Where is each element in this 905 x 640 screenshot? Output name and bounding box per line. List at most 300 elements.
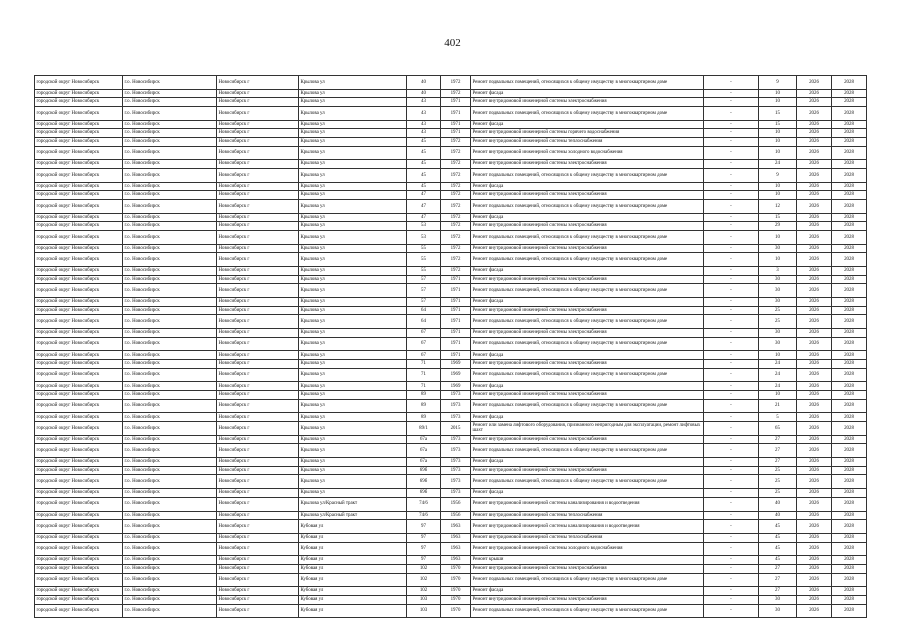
house-number-cell: 71 <box>407 368 441 382</box>
build-year-cell: 1970 <box>441 573 471 587</box>
municipality-cell: городской округ Новосибирск <box>35 146 123 160</box>
table-row <box>35 466 867 475</box>
start-year-cell: 2026 <box>797 587 832 596</box>
municipality-cell: городской округ Новосибирск <box>35 458 123 467</box>
start-year-cell: 2026 <box>797 213 832 222</box>
volume-cell: 40 <box>759 497 797 511</box>
end-year-cell: 2028 <box>832 275 867 284</box>
municipality-cell: городской округ Новосибирск <box>35 573 123 587</box>
city-cell: Новосибирск г <box>217 146 299 160</box>
urban-district-cell: г.о. Новосибирск <box>123 337 217 351</box>
build-year-cell: 1973 <box>441 489 471 498</box>
municipality-cell: городской округ Новосибирск <box>35 253 123 267</box>
start-year-cell: 2026 <box>797 137 832 146</box>
city-cell: Новосибирск г <box>217 191 299 200</box>
city-cell: Новосибирск г <box>217 89 299 98</box>
house-number-cell: 89/1 <box>407 422 441 436</box>
build-year-cell: 1971 <box>441 106 471 120</box>
municipality-cell: городской округ Новосибирск <box>35 244 123 253</box>
volume-cell: 25 <box>759 489 797 498</box>
city-cell: Новосибирск г <box>217 444 299 458</box>
volume-cell: 10 <box>759 129 797 138</box>
house-number-cell: 89 <box>407 391 441 400</box>
municipality-cell: городской округ Новосибирск <box>35 306 123 315</box>
start-year-cell: 2026 <box>797 413 832 422</box>
work-type-cell: Ремонт подвальных помещений, относящихся к общему имуществу в многоквартирном доме <box>471 315 704 329</box>
house-number-cell: 53 <box>407 222 441 231</box>
build-year-cell: 1971 <box>441 337 471 351</box>
cost-cell: - <box>704 573 759 587</box>
urban-district-cell: г.о. Новосибирск <box>123 306 217 315</box>
work-type-cell: Ремонт внутридомовой инженерной системы теплоснабжения <box>471 137 704 146</box>
urban-district-cell: г.о. Новосибирск <box>123 542 217 556</box>
table-row <box>35 137 867 146</box>
build-year-cell: 1971 <box>441 315 471 329</box>
table-row <box>35 604 867 618</box>
cost-cell: - <box>704 391 759 400</box>
municipality-cell: городской округ Новосибирск <box>35 129 123 138</box>
municipality-cell: городской округ Новосибирск <box>35 422 123 436</box>
work-type-cell: Ремонт внутридомовой инженерной системы электроснабжения <box>471 329 704 338</box>
urban-district-cell: г.о. Новосибирск <box>123 520 217 534</box>
urban-district-cell: г.о. Новосибирск <box>123 466 217 475</box>
volume-cell: 10 <box>759 391 797 400</box>
volume-cell: 5 <box>759 413 797 422</box>
cost-cell: - <box>704 604 759 618</box>
work-type-cell: Ремонт подвальных помещений, относящихся к общему имуществу в многоквартирном доме <box>471 76 704 90</box>
street-cell: Крылова ул <box>299 137 407 146</box>
end-year-cell: 2028 <box>832 89 867 98</box>
work-type-cell: Ремонт внутридомовой инженерной системы электроснабжения <box>471 435 704 444</box>
street-cell: Крылова ул <box>299 444 407 458</box>
table-row <box>35 587 867 596</box>
house-number-cell: 74/6 <box>407 497 441 511</box>
municipality-cell: городской округ Новосибирск <box>35 413 123 422</box>
work-type-cell: Ремонт фасада <box>471 489 704 498</box>
city-cell: Новосибирск г <box>217 475 299 489</box>
cost-cell: - <box>704 76 759 90</box>
street-cell: Крылова ул <box>299 466 407 475</box>
volume-cell: 27 <box>759 573 797 587</box>
build-year-cell: 1970 <box>441 564 471 573</box>
urban-district-cell: г.о. Новосибирск <box>123 76 217 90</box>
house-number-cell: 74/6 <box>407 511 441 520</box>
work-type-cell: Ремонт внутридомовой инженерной системы электроснабжения <box>471 275 704 284</box>
city-cell: Новосибирск г <box>217 466 299 475</box>
work-type-cell: Ремонт фасада <box>471 351 704 360</box>
street-cell: Крылова ул <box>299 244 407 253</box>
house-number-cell: 40 <box>407 89 441 98</box>
work-type-cell: Ремонт внутридомовой инженерной системы электроснабжения <box>471 98 704 107</box>
urban-district-cell: г.о. Новосибирск <box>123 275 217 284</box>
city-cell: Новосибирск г <box>217 435 299 444</box>
urban-district-cell: г.о. Новосибирск <box>123 160 217 169</box>
cost-cell: - <box>704 120 759 129</box>
urban-district-cell: г.о. Новосибирск <box>123 146 217 160</box>
house-number-cell: 55 <box>407 267 441 276</box>
cost-cell: - <box>704 230 759 244</box>
cost-cell: - <box>704 399 759 413</box>
cost-cell: - <box>704 168 759 182</box>
build-year-cell: 1970 <box>441 595 471 604</box>
work-type-cell: Ремонт подвальных помещений, относящихся к общему имуществу в многоквартирном доме <box>471 168 704 182</box>
street-cell: Кубовая ул <box>299 542 407 556</box>
start-year-cell: 2026 <box>797 368 832 382</box>
start-year-cell: 2026 <box>797 182 832 191</box>
municipality-cell: городской округ Новосибирск <box>35 106 123 120</box>
table-row <box>35 533 867 542</box>
end-year-cell: 2028 <box>832 444 867 458</box>
volume-cell: 40 <box>759 511 797 520</box>
end-year-cell: 2028 <box>832 98 867 107</box>
house-number-cell: 55 <box>407 244 441 253</box>
street-cell: Крылова ул <box>299 199 407 213</box>
cost-cell: - <box>704 137 759 146</box>
end-year-cell: 2028 <box>832 399 867 413</box>
volume-cell: 12 <box>759 199 797 213</box>
municipality-cell: городской округ Новосибирск <box>35 267 123 276</box>
municipality-cell: городской округ Новосибирск <box>35 564 123 573</box>
street-cell: Кубовая ул <box>299 587 407 596</box>
table-row <box>35 564 867 573</box>
table-row <box>35 511 867 520</box>
volume-cell: 25 <box>759 466 797 475</box>
work-type-cell: Ремонт внутридомовой инженерной системы электроснабжения <box>471 360 704 369</box>
municipality-cell: городской округ Новосибирск <box>35 182 123 191</box>
work-type-cell: Ремонт фасада <box>471 120 704 129</box>
end-year-cell: 2028 <box>832 120 867 129</box>
urban-district-cell: г.о. Новосибирск <box>123 98 217 107</box>
work-type-cell: Ремонт крыши <box>471 556 704 565</box>
end-year-cell: 2028 <box>832 106 867 120</box>
table-row <box>35 542 867 556</box>
start-year-cell: 2026 <box>797 351 832 360</box>
house-number-cell: 47 <box>407 191 441 200</box>
volume-cell: 45 <box>759 556 797 565</box>
urban-district-cell: г.о. Новосибирск <box>123 360 217 369</box>
start-year-cell: 2026 <box>797 337 832 351</box>
end-year-cell: 2028 <box>832 489 867 498</box>
municipality-cell: городской округ Новосибирск <box>35 329 123 338</box>
work-type-cell: Ремонт фасада <box>471 213 704 222</box>
start-year-cell: 2026 <box>797 222 832 231</box>
street-cell: Кубовая ул <box>299 564 407 573</box>
table-row <box>35 160 867 169</box>
table-row <box>35 315 867 329</box>
volume-cell: 30 <box>759 244 797 253</box>
urban-district-cell: г.о. Новосибирск <box>123 230 217 244</box>
table-row <box>35 413 867 422</box>
end-year-cell: 2028 <box>832 422 867 436</box>
cost-cell: - <box>704 213 759 222</box>
end-year-cell: 2028 <box>832 337 867 351</box>
table-row <box>35 351 867 360</box>
house-number-cell: 40 <box>407 76 441 90</box>
volume-cell: 27 <box>759 444 797 458</box>
build-year-cell: 1972 <box>441 137 471 146</box>
volume-cell: 25 <box>759 306 797 315</box>
start-year-cell: 2026 <box>797 129 832 138</box>
municipality-cell: городской округ Новосибирск <box>35 120 123 129</box>
end-year-cell: 2028 <box>832 604 867 618</box>
municipality-cell: городской округ Новосибирск <box>35 137 123 146</box>
build-year-cell: 2015 <box>441 422 471 436</box>
start-year-cell: 2026 <box>797 604 832 618</box>
urban-district-cell: г.о. Новосибирск <box>123 89 217 98</box>
build-year-cell: 1972 <box>441 253 471 267</box>
volume-cell: 29 <box>759 222 797 231</box>
cost-cell: - <box>704 315 759 329</box>
urban-district-cell: г.о. Новосибирск <box>123 413 217 422</box>
urban-district-cell: г.о. Новосибирск <box>123 129 217 138</box>
table-row <box>35 595 867 604</box>
work-type-cell: Ремонт внутридомовой инженерной системы канализирования и водоотведения <box>471 497 704 511</box>
street-cell: Крылова ул <box>299 399 407 413</box>
volume-cell: 24 <box>759 382 797 391</box>
start-year-cell: 2026 <box>797 267 832 276</box>
city-cell: Новосибирск г <box>217 564 299 573</box>
start-year-cell: 2026 <box>797 422 832 436</box>
cost-cell: - <box>704 275 759 284</box>
end-year-cell: 2028 <box>832 542 867 556</box>
city-cell: Новосибирск г <box>217 542 299 556</box>
street-cell: Крылова ул <box>299 230 407 244</box>
volume-cell: 27 <box>759 587 797 596</box>
volume-cell: 30 <box>759 595 797 604</box>
cost-cell: - <box>704 360 759 369</box>
urban-district-cell: г.о. Новосибирск <box>123 475 217 489</box>
municipality-cell: городской округ Новосибирск <box>35 382 123 391</box>
table-row <box>35 106 867 120</box>
cost-cell: - <box>704 458 759 467</box>
house-number-cell: 57 <box>407 284 441 298</box>
street-cell: Крылова ул <box>299 315 407 329</box>
table-row <box>35 120 867 129</box>
city-cell: Новосибирск г <box>217 120 299 129</box>
house-number-cell: 102 <box>407 573 441 587</box>
municipality-cell: городской округ Новосибирск <box>35 542 123 556</box>
end-year-cell: 2028 <box>832 458 867 467</box>
municipality-cell: городской округ Новосибирск <box>35 444 123 458</box>
street-cell: Крылова ул <box>299 391 407 400</box>
city-cell: Новосибирск г <box>217 129 299 138</box>
work-type-cell: Ремонт подвальных помещений, относящихся к общему имуществу в многоквартирном доме <box>471 399 704 413</box>
start-year-cell: 2026 <box>797 360 832 369</box>
volume-cell: 30 <box>759 337 797 351</box>
house-number-cell: 45 <box>407 160 441 169</box>
volume-cell: 10 <box>759 89 797 98</box>
start-year-cell: 2026 <box>797 199 832 213</box>
end-year-cell: 2028 <box>832 137 867 146</box>
volume-cell: 30 <box>759 275 797 284</box>
street-cell: Кубовая ул <box>299 573 407 587</box>
municipality-cell: городской округ Новосибирск <box>35 556 123 565</box>
start-year-cell: 2026 <box>797 556 832 565</box>
start-year-cell: 2026 <box>797 191 832 200</box>
volume-cell: 24 <box>759 160 797 169</box>
start-year-cell: 2026 <box>797 315 832 329</box>
work-type-cell: Ремонт фасада <box>471 182 704 191</box>
table-row <box>35 253 867 267</box>
volume-cell: 10 <box>759 253 797 267</box>
table-row <box>35 435 867 444</box>
build-year-cell: 1972 <box>441 199 471 213</box>
city-cell: Новосибирск г <box>217 587 299 596</box>
street-cell: Крылова ул <box>299 382 407 391</box>
table-row <box>35 230 867 244</box>
build-year-cell: 1971 <box>441 120 471 129</box>
end-year-cell: 2028 <box>832 199 867 213</box>
work-type-cell: Ремонт внутридомовой инженерной системы электроснабжения <box>471 244 704 253</box>
urban-district-cell: г.о. Новосибирск <box>123 137 217 146</box>
table-row <box>35 89 867 98</box>
build-year-cell: 1970 <box>441 587 471 596</box>
municipality-cell: городской округ Новосибирск <box>35 360 123 369</box>
city-cell: Новосибирск г <box>217 160 299 169</box>
end-year-cell: 2028 <box>832 160 867 169</box>
house-number-cell: 45 <box>407 146 441 160</box>
volume-cell: 10 <box>759 146 797 160</box>
start-year-cell: 2026 <box>797 244 832 253</box>
house-number-cell: 45 <box>407 137 441 146</box>
end-year-cell: 2028 <box>832 520 867 534</box>
municipality-cell: городской округ Новосибирск <box>35 533 123 542</box>
urban-district-cell: г.о. Новосибирск <box>123 315 217 329</box>
build-year-cell: 1972 <box>441 191 471 200</box>
street-cell: Крылова ул <box>299 284 407 298</box>
cost-cell: - <box>704 160 759 169</box>
cost-cell: - <box>704 564 759 573</box>
volume-cell: 27 <box>759 564 797 573</box>
cost-cell: - <box>704 587 759 596</box>
end-year-cell: 2028 <box>832 298 867 307</box>
table-row <box>35 213 867 222</box>
municipality-cell: городской округ Новосибирск <box>35 98 123 107</box>
urban-district-cell: г.о. Новосибирск <box>123 213 217 222</box>
build-year-cell: 1963 <box>441 533 471 542</box>
start-year-cell: 2026 <box>797 230 832 244</box>
build-year-cell: 1972 <box>441 182 471 191</box>
table-row <box>35 382 867 391</box>
start-year-cell: 2026 <box>797 160 832 169</box>
cost-cell: - <box>704 129 759 138</box>
city-cell: Новосибирск г <box>217 399 299 413</box>
volume-cell: 9 <box>759 76 797 90</box>
start-year-cell: 2026 <box>797 146 832 160</box>
build-year-cell: 1972 <box>441 168 471 182</box>
house-number-cell: 69б <box>407 466 441 475</box>
municipality-cell: городской округ Новосибирск <box>35 391 123 400</box>
street-cell: Кубовая ул <box>299 533 407 542</box>
city-cell: Новосибирск г <box>217 182 299 191</box>
build-year-cell: 1963 <box>441 542 471 556</box>
end-year-cell: 2028 <box>832 587 867 596</box>
end-year-cell: 2028 <box>832 329 867 338</box>
municipality-cell: городской округ Новосибирск <box>35 89 123 98</box>
volume-cell: 25 <box>759 315 797 329</box>
house-number-cell: 55 <box>407 253 441 267</box>
urban-district-cell: г.о. Новосибирск <box>123 199 217 213</box>
house-number-cell: 67а <box>407 444 441 458</box>
table-row <box>35 222 867 231</box>
street-cell: Крылова ул <box>299 191 407 200</box>
table-row <box>35 399 867 413</box>
municipality-cell: городской округ Новосибирск <box>35 595 123 604</box>
end-year-cell: 2028 <box>832 315 867 329</box>
work-type-cell: Ремонт фасада <box>471 382 704 391</box>
city-cell: Новосибирск г <box>217 275 299 284</box>
urban-district-cell: г.о. Новосибирск <box>123 458 217 467</box>
municipality-cell: городской округ Новосибирск <box>35 199 123 213</box>
street-cell: Крылова ул <box>299 435 407 444</box>
house-number-cell: 103 <box>407 595 441 604</box>
cost-cell: - <box>704 475 759 489</box>
start-year-cell: 2026 <box>797 573 832 587</box>
start-year-cell: 2026 <box>797 497 832 511</box>
table-row <box>35 168 867 182</box>
city-cell: Новосибирск г <box>217 199 299 213</box>
work-type-cell: Ремонт подвальных помещений, относящихся к общему имуществу в многоквартирном доме <box>471 604 704 618</box>
work-type-cell: Ремонт внутридомовой инженерной системы электроснабжения <box>471 466 704 475</box>
street-cell: Крылова ул <box>299 368 407 382</box>
municipality-cell: городской округ Новосибирск <box>35 275 123 284</box>
city-cell: Новосибирск г <box>217 284 299 298</box>
start-year-cell: 2026 <box>797 466 832 475</box>
end-year-cell: 2028 <box>832 595 867 604</box>
end-year-cell: 2028 <box>832 511 867 520</box>
volume-cell: 45 <box>759 533 797 542</box>
table-row <box>35 129 867 138</box>
start-year-cell: 2026 <box>797 329 832 338</box>
municipality-cell: городской округ Новосибирск <box>35 466 123 475</box>
build-year-cell: 1972 <box>441 267 471 276</box>
cost-cell: - <box>704 337 759 351</box>
work-type-cell: Ремонт подвальных помещений, относящихся к общему имуществу в многоквартирном доме <box>471 475 704 489</box>
build-year-cell: 1969 <box>441 382 471 391</box>
cost-cell: - <box>704 267 759 276</box>
street-cell: Крылова ул <box>299 458 407 467</box>
street-cell: Крылова ул <box>299 337 407 351</box>
work-type-cell: Ремонт или замена лифтового оборудования, признанного непригодным для эксплуатации, ремонт лифтовых шахт <box>471 422 704 436</box>
build-year-cell: 1972 <box>441 230 471 244</box>
table-row <box>35 337 867 351</box>
municipality-cell: городской округ Новосибирск <box>35 191 123 200</box>
municipality-cell: городской округ Новосибирск <box>35 489 123 498</box>
build-year-cell: 1972 <box>441 213 471 222</box>
house-number-cell: 97 <box>407 542 441 556</box>
municipality-cell: городской округ Новосибирск <box>35 435 123 444</box>
volume-cell: 45 <box>759 520 797 534</box>
table-row <box>35 520 867 534</box>
work-type-cell: Ремонт фасада <box>471 587 704 596</box>
table-row <box>35 98 867 107</box>
volume-cell: 15 <box>759 106 797 120</box>
urban-district-cell: г.о. Новосибирск <box>123 182 217 191</box>
work-type-cell: Ремонт внутридомовой инженерной системы электроснабжения <box>471 391 704 400</box>
start-year-cell: 2026 <box>797 76 832 90</box>
city-cell: Новосибирск г <box>217 106 299 120</box>
city-cell: Новосибирск г <box>217 391 299 400</box>
start-year-cell: 2026 <box>797 475 832 489</box>
urban-district-cell: г.о. Новосибирск <box>123 351 217 360</box>
city-cell: Новосибирск г <box>217 497 299 511</box>
municipality-cell: городской округ Новосибирск <box>35 604 123 618</box>
build-year-cell: 1973 <box>441 413 471 422</box>
build-year-cell: 1971 <box>441 284 471 298</box>
end-year-cell: 2028 <box>832 573 867 587</box>
urban-district-cell: г.о. Новосибирск <box>123 587 217 596</box>
cost-cell: - <box>704 182 759 191</box>
